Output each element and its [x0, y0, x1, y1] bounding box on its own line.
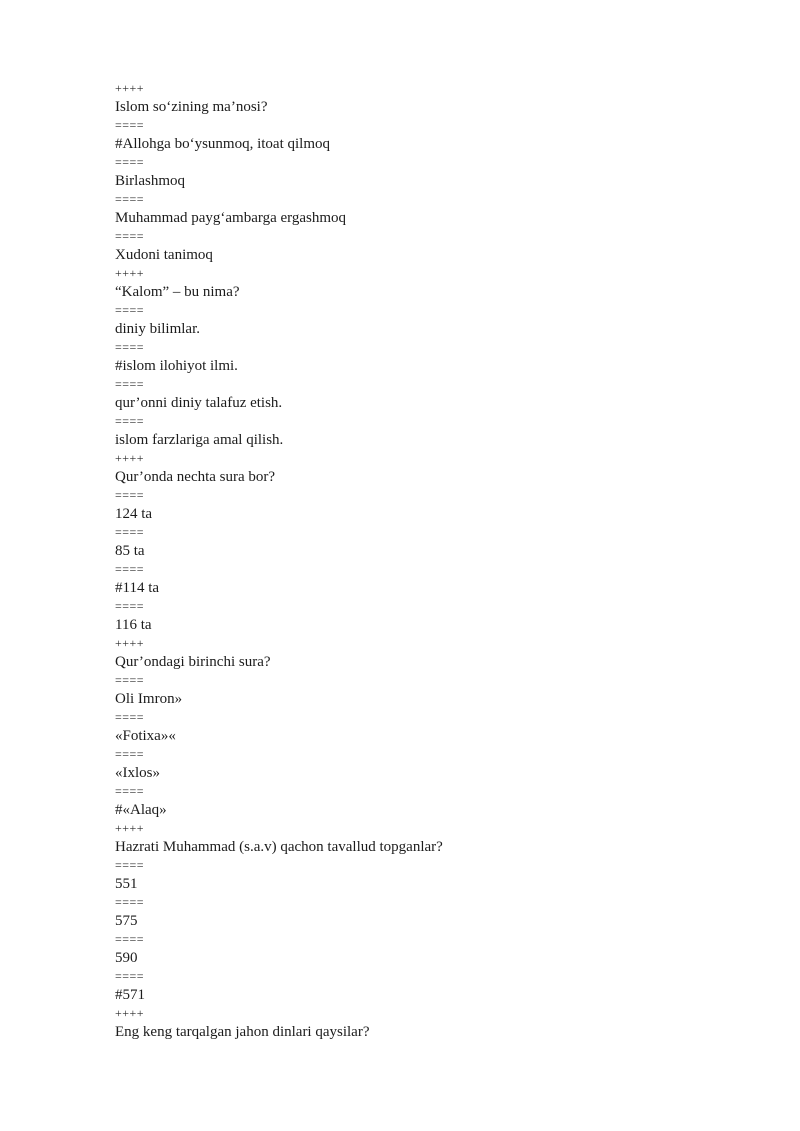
separator-line: ==== — [115, 155, 145, 169]
text-line: Qur’ondagi birinchi sura? — [115, 653, 271, 670]
text-line: #571 — [115, 986, 145, 1003]
separator-line: ==== — [115, 414, 145, 428]
separator-line: ==== — [115, 858, 145, 872]
separator-line: ==== — [115, 895, 145, 909]
text-line: #«Alaq» — [115, 801, 167, 818]
separator-line: ==== — [115, 340, 145, 354]
separator-line: ==== — [115, 488, 145, 502]
separator-line: ==== — [115, 599, 145, 613]
separator-line: ==== — [115, 673, 145, 687]
text-line: Eng keng tarqalgan jahon dinlari qaysilar? — [115, 1023, 370, 1040]
text-line: “Kalom” – bu nima? — [115, 283, 240, 300]
text-line: Xudoni tanimoq — [115, 246, 213, 263]
text-line: 575 — [115, 912, 138, 929]
separator-line: ==== — [115, 229, 145, 243]
separator-line: ==== — [115, 784, 145, 798]
separator-line: ==== — [115, 303, 145, 317]
text-line: Oli Imron» — [115, 690, 183, 707]
text-line: Hazrati Muhammad (s.a.v) qachon tavallud topganlar? — [115, 838, 443, 855]
separator-line: ==== — [115, 562, 145, 576]
text-line: 85 ta — [115, 542, 145, 559]
text-line: #islom ilohiyot ilmi. — [115, 357, 238, 374]
text-line: #Allohga bo‘ysunmoq, itoat qilmoq — [115, 135, 330, 152]
separator-line: ==== — [115, 525, 145, 539]
text-line: qur’onni diniy talafuz etish. — [115, 394, 283, 411]
text-line: diniy bilimlar. — [115, 320, 200, 337]
text-line: Islom so‘zining ma’nosi? — [115, 98, 268, 115]
separator-line: ++++ — [115, 81, 145, 95]
separator-line: ==== — [115, 932, 145, 946]
text-line: «Ixlos» — [115, 764, 160, 781]
separator-line: ==== — [115, 710, 145, 724]
text-line: Qur’onda nechta sura bor? — [115, 468, 276, 485]
separator-line: ==== — [115, 192, 145, 206]
separator-line: ==== — [115, 118, 145, 132]
separator-line: ==== — [115, 377, 145, 391]
text-line: Birlashmoq — [115, 172, 185, 189]
separator-line: ++++ — [115, 636, 145, 650]
text-line: 551 — [115, 875, 138, 892]
text-line: #114 ta — [115, 579, 160, 596]
text-line: 590 — [115, 949, 138, 966]
separator-line: ++++ — [115, 1006, 145, 1020]
text-line: «Fotixa»« — [115, 727, 176, 744]
separator-line: ++++ — [115, 821, 145, 835]
text-line: 116 ta — [115, 616, 152, 633]
text-line: Muhammad payg‘ambarga ergashmoq — [115, 209, 347, 226]
separator-line: ++++ — [115, 451, 145, 465]
separator-line: ==== — [115, 747, 145, 761]
separator-line: ==== — [115, 969, 145, 983]
text-line: islom farzlariga amal qilish. — [115, 431, 284, 448]
separator-line: ++++ — [115, 266, 145, 280]
document-page — [115, 79, 755, 1041]
text-line: 124 ta — [115, 505, 153, 522]
